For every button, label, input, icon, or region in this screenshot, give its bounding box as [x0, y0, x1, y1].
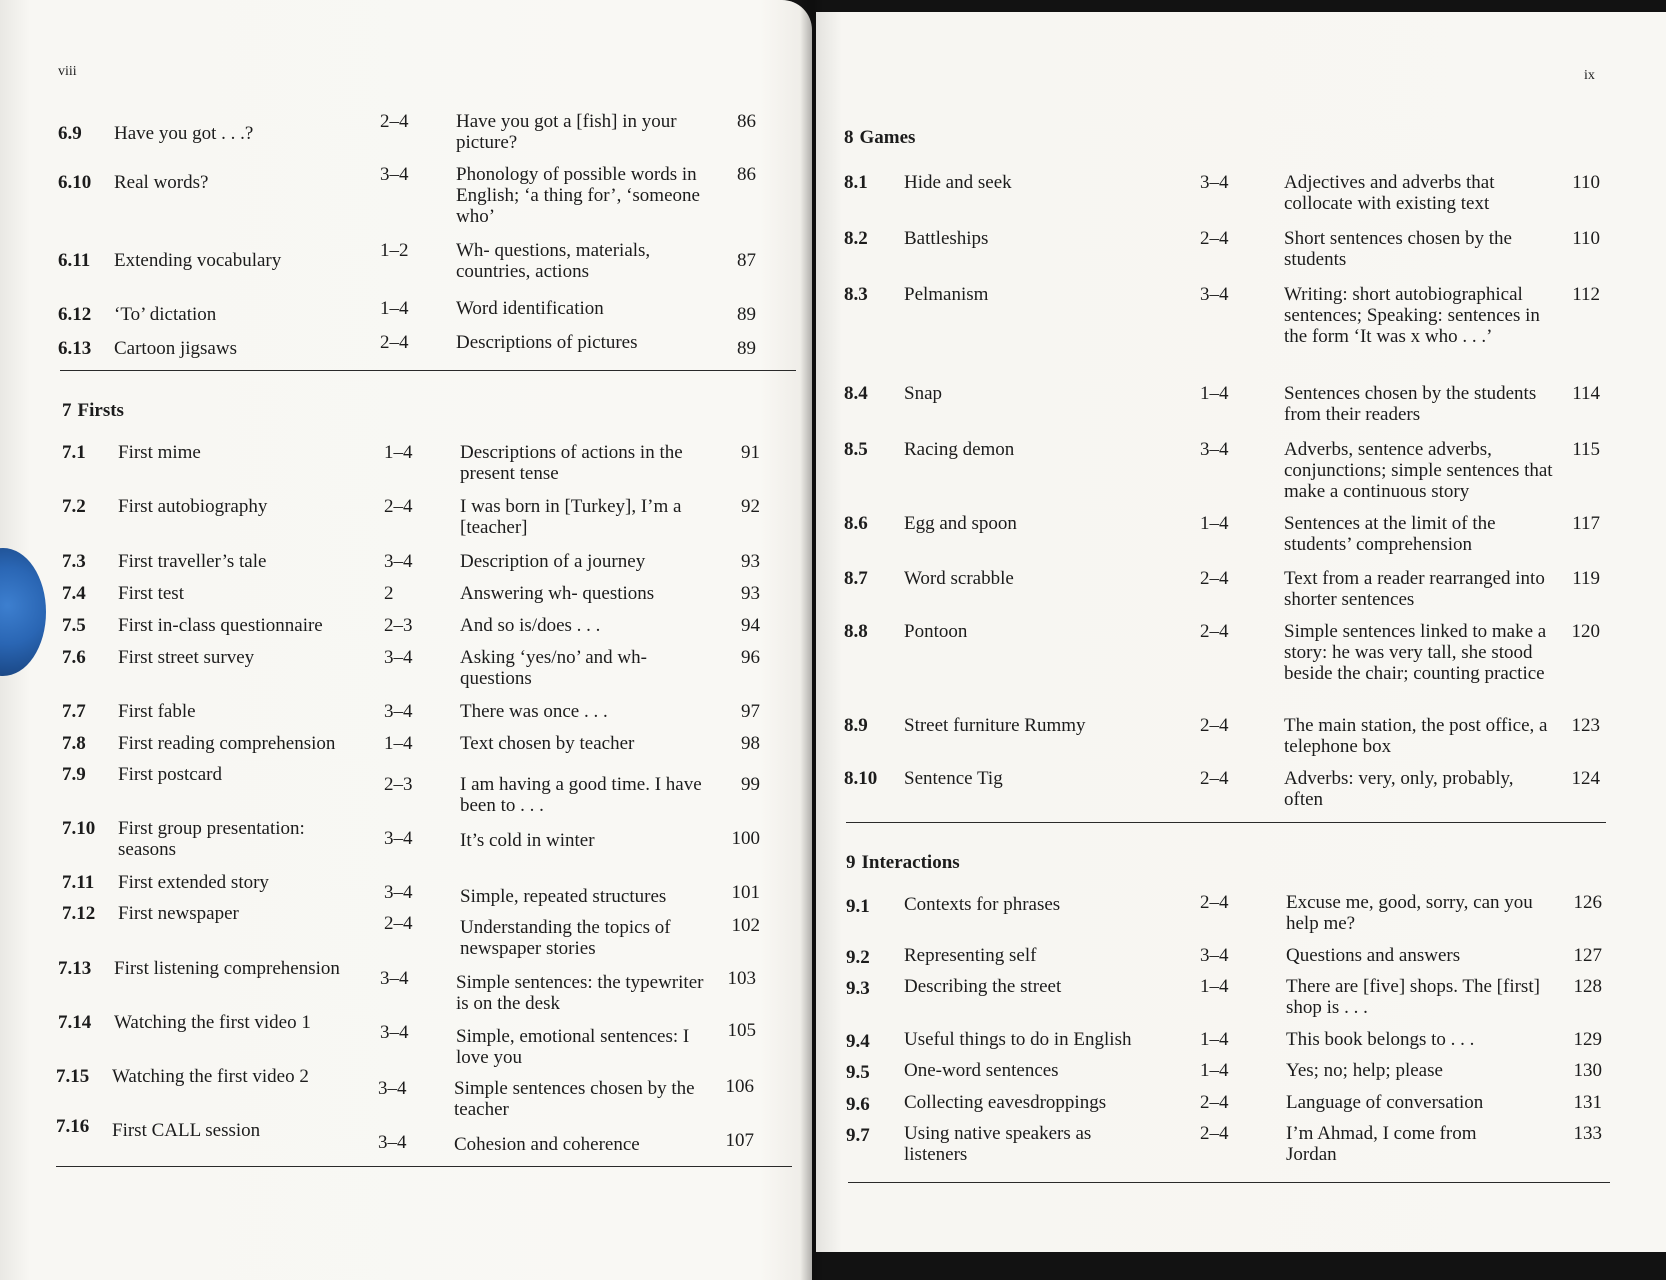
entry-title: Representing self — [904, 945, 1037, 966]
entry-number: 7.15 — [56, 1066, 90, 1087]
entry-page: 97 — [741, 701, 760, 722]
entry-number: 9.3 — [846, 978, 870, 999]
section-heading-games — [844, 127, 915, 149]
entry-page: 119 — [1572, 568, 1600, 589]
entry-description: Simple, emotional sentences: I love you — [456, 1026, 690, 1068]
entry-description: Understanding the topics of newspaper stories — [460, 917, 671, 959]
entry-levels: 1–4 — [384, 733, 413, 754]
section-divider — [60, 370, 796, 371]
entry-number: 9.2 — [846, 947, 870, 968]
page-number-left: viii — [58, 64, 77, 79]
entry-levels: 2–4 — [1200, 768, 1229, 789]
entry-levels: 2–4 — [1200, 568, 1229, 589]
entry-number: 8.9 — [844, 715, 868, 736]
entry-description: Simple sentences: the typewriter is on the desk — [456, 972, 704, 1014]
entry-page: 126 — [1573, 892, 1602, 913]
entry-title: Egg and spoon — [904, 513, 1017, 534]
entry-title: First CALL session — [112, 1120, 261, 1141]
entry-description: Short sentences chosen by the students — [1284, 228, 1512, 270]
entry-levels: 1–4 — [1200, 383, 1229, 404]
entry-page: 93 — [741, 583, 760, 604]
entry-number: 7.3 — [62, 551, 86, 572]
entry-number: 6.13 — [58, 338, 92, 359]
entry-levels: 2–4 — [1200, 621, 1229, 642]
entry-number: 7.4 — [62, 583, 86, 604]
entry-title: First extended story — [118, 872, 269, 893]
entry-levels: 1–4 — [1200, 1060, 1229, 1081]
entry-levels: 3–4 — [1200, 172, 1229, 193]
section-title: Interactions — [861, 852, 960, 873]
section-heading-interactions — [846, 852, 960, 874]
entry-page: 106 — [725, 1076, 754, 1097]
entry-levels: 3–4 — [378, 1078, 407, 1099]
right-page — [816, 12, 1666, 1252]
entry-page: 87 — [737, 250, 756, 271]
section-title: Games — [859, 127, 916, 148]
entry-levels: 3–4 — [384, 701, 413, 722]
entry-title: Snap — [904, 383, 942, 404]
entry-description: Descriptions of pictures — [456, 332, 638, 353]
entry-number: 8.4 — [844, 383, 868, 404]
entry-levels: 2–4 — [380, 111, 409, 132]
entry-description: This book belongs to . . . — [1286, 1029, 1475, 1050]
entry-number: 8.6 — [844, 513, 868, 534]
entry-description: Adverbs, sentence adverbs, conjunctions; simple sentences that make a continuous story — [1284, 439, 1553, 502]
entry-description: Sentences at the limit of the students’ comprehension — [1284, 513, 1496, 555]
entry-page: 131 — [1573, 1092, 1602, 1113]
entry-levels: 1–2 — [380, 240, 409, 261]
entry-page: 114 — [1572, 383, 1600, 404]
entry-levels: 2–4 — [1200, 892, 1229, 913]
entry-title: First newspaper — [118, 903, 239, 924]
entry-page: 128 — [1573, 976, 1602, 997]
entry-page: 112 — [1572, 284, 1600, 305]
entry-description: Adjectives and adverbs that collocate with existing text — [1284, 172, 1495, 214]
entry-description: Asking ‘yes/no’ and wh- questions — [460, 647, 647, 689]
entry-number: 7.12 — [62, 903, 96, 924]
entry-description: Simple, repeated structures — [460, 886, 667, 907]
entry-title: Battleships — [904, 228, 989, 249]
section-divider — [846, 822, 1606, 823]
entry-levels: 2–4 — [1200, 715, 1229, 736]
entry-number: 9.1 — [846, 896, 870, 917]
entry-number: 7.1 — [62, 442, 86, 463]
entry-description: Have you got a [fish] in your picture? — [456, 111, 677, 153]
entry-title: Real words? — [114, 172, 209, 193]
entry-description: There are [five] shops. The [first] shop is . . . — [1286, 976, 1540, 1018]
entry-page: 89 — [737, 338, 756, 359]
entry-number: 7.11 — [62, 872, 95, 893]
entry-title: Pelmanism — [904, 284, 989, 305]
entry-description: Word identification — [456, 298, 604, 319]
entry-number: 6.11 — [58, 250, 91, 271]
entry-title: Collecting eavesdroppings — [904, 1092, 1107, 1113]
entry-page: 115 — [1572, 439, 1600, 460]
entry-levels: 1–4 — [380, 298, 409, 319]
entry-title: Watching the first video 1 — [114, 1012, 311, 1033]
entry-levels: 1–4 — [1200, 1029, 1229, 1050]
section-divider — [56, 1166, 792, 1167]
entry-description: Sentences chosen by the students from their readers — [1284, 383, 1537, 425]
entry-page: 120 — [1571, 621, 1600, 642]
entry-title: First in-class questionnaire — [118, 615, 323, 636]
entry-levels: 2–4 — [1200, 228, 1229, 249]
entry-page: 94 — [741, 615, 760, 636]
entry-title: Word scrabble — [904, 568, 1014, 589]
entry-page: 92 — [741, 496, 760, 517]
entry-page: 133 — [1573, 1123, 1602, 1144]
entry-title: Racing demon — [904, 439, 1015, 460]
entry-description: Text chosen by teacher — [460, 733, 635, 754]
entry-description: Yes; no; help; please — [1286, 1060, 1443, 1081]
entry-description: Text from a reader rearranged into shorter sentences — [1284, 568, 1545, 610]
entry-number: 9.7 — [846, 1125, 870, 1146]
entry-levels: 3–4 — [380, 164, 409, 185]
entry-description: Phonology of possible words in English; ‘a thing for’, ‘someone who’ — [456, 164, 700, 227]
entry-page: 110 — [1572, 172, 1600, 193]
entry-levels: 1–4 — [1200, 513, 1229, 534]
entry-levels: 2–3 — [384, 774, 413, 795]
section-number: 8 — [844, 127, 854, 148]
entry-number: 9.6 — [846, 1094, 870, 1115]
entry-description: Simple sentences linked to make a story: he was very tall, she stood beside the chair; counting practice — [1284, 621, 1547, 684]
blue-fabric-object — [0, 548, 46, 676]
section-title: Firsts — [77, 400, 124, 421]
entry-page: 107 — [725, 1130, 754, 1151]
entry-number: 7.7 — [62, 701, 86, 722]
entry-levels: 3–4 — [378, 1132, 407, 1153]
entry-number: 8.2 — [844, 228, 868, 249]
entry-levels: 3–4 — [384, 551, 413, 572]
entry-title: Watching the first video 2 — [112, 1066, 309, 1087]
entry-description: Excuse me, good, sorry, can you help me? — [1286, 892, 1533, 934]
entry-number: 8.1 — [844, 172, 868, 193]
entry-title: First postcard — [118, 764, 222, 785]
entry-levels: 3–4 — [1200, 284, 1229, 305]
entry-number: 8.8 — [844, 621, 868, 642]
entry-page: 93 — [741, 551, 760, 572]
entry-number: 7.6 — [62, 647, 86, 668]
entry-page: 130 — [1573, 1060, 1602, 1081]
entry-number: 8.3 — [844, 284, 868, 305]
entry-description: I was born in [Turkey], I’m a [teacher] — [460, 496, 682, 538]
left-page — [0, 0, 812, 1280]
entry-description: Cohesion and coherence — [454, 1134, 640, 1155]
entry-title: Street furniture Rummy — [904, 715, 1086, 736]
entry-page: 89 — [737, 304, 756, 325]
entry-title: First autobiography — [118, 496, 268, 517]
entry-page: 123 — [1571, 715, 1600, 736]
entry-page: 124 — [1571, 768, 1600, 789]
entry-title: First traveller’s tale — [118, 551, 267, 572]
entry-title: One-word sentences — [904, 1060, 1059, 1081]
section-number: 7 — [62, 400, 72, 421]
entry-title: Cartoon jigsaws — [114, 338, 237, 359]
entry-title: First listening comprehension — [114, 958, 340, 979]
entry-description: Descriptions of actions in the present tense — [460, 442, 683, 484]
entry-page: 91 — [741, 442, 760, 463]
entry-levels: 3–4 — [384, 647, 413, 668]
entry-page: 127 — [1573, 945, 1602, 966]
entry-description: Language of conversation — [1286, 1092, 1484, 1113]
entry-page: 101 — [731, 882, 760, 903]
entry-levels: 1–4 — [1200, 976, 1229, 997]
entry-description: And so is/does . . . — [460, 615, 601, 636]
entry-title: Pontoon — [904, 621, 968, 642]
entry-number: 8.5 — [844, 439, 868, 460]
entry-number: 6.9 — [58, 123, 82, 144]
section-number: 9 — [846, 852, 856, 873]
entry-number: 6.12 — [58, 304, 92, 325]
entry-title: Hide and seek — [904, 172, 1012, 193]
entry-levels: 2–4 — [1200, 1123, 1229, 1144]
entry-page: 86 — [737, 111, 756, 132]
entry-levels: 1–4 — [384, 442, 413, 463]
entry-page: 99 — [741, 774, 760, 795]
entry-title: Contexts for phrases — [904, 894, 1061, 915]
entry-number: 7.9 — [62, 764, 86, 785]
entry-page: 103 — [727, 968, 756, 989]
entry-levels: 2–4 — [380, 332, 409, 353]
entry-number: 7.5 — [62, 615, 86, 636]
entry-description: Writing: short autobiographical sentences; Speaking: sentences in the form ‘It was x who . . .’ — [1284, 284, 1540, 347]
entry-description: Questions and answers — [1286, 945, 1461, 966]
entry-title: First reading comprehension — [118, 733, 336, 754]
entry-title: Useful things to do in English — [904, 1029, 1132, 1050]
entry-number: 7.8 — [62, 733, 86, 754]
entry-page: 86 — [737, 164, 756, 185]
entry-title: ‘To’ dictation — [114, 304, 217, 325]
entry-page: 102 — [731, 915, 760, 936]
entry-levels: 2–4 — [384, 496, 413, 517]
entry-number: 7.13 — [58, 958, 92, 979]
entry-page: 129 — [1573, 1029, 1602, 1050]
entry-number: 8.10 — [844, 768, 878, 789]
entry-title: Extending vocabulary — [114, 250, 282, 271]
entry-levels: 3–4 — [380, 1022, 409, 1043]
entry-page: 117 — [1572, 513, 1600, 534]
entry-description: Adverbs: very, only, probably, often — [1284, 768, 1514, 810]
entry-description: Wh- questions, materials, countries, actions — [456, 240, 651, 282]
entry-title: First fable — [118, 701, 196, 722]
entry-number: 7.2 — [62, 496, 86, 517]
entry-description: It’s cold in winter — [460, 830, 595, 851]
entry-number: 7.14 — [58, 1012, 92, 1033]
entry-title: First street survey — [118, 647, 255, 668]
entry-title: First group presentation: seasons — [118, 818, 305, 860]
entry-page: 100 — [731, 828, 760, 849]
entry-page: 96 — [741, 647, 760, 668]
entry-title: Describing the street — [904, 976, 1062, 997]
entry-levels: 3–4 — [384, 828, 413, 849]
entry-description: Simple sentences chosen by the teacher — [454, 1078, 695, 1120]
section-divider — [848, 1182, 1610, 1183]
entry-description: I’m Ahmad, I come from Jordan — [1286, 1123, 1477, 1165]
entry-page: 105 — [727, 1020, 756, 1041]
entry-title: Sentence Tig — [904, 768, 1003, 789]
page-number-right: ix — [1584, 68, 1595, 83]
entry-title: Using native speakers as listeners — [904, 1123, 1092, 1165]
entry-levels: 2 — [384, 583, 394, 604]
entry-description: The main station, the post office, a telephone box — [1284, 715, 1548, 757]
section-heading-firsts — [62, 400, 124, 422]
entry-number: 7.16 — [56, 1116, 90, 1137]
entry-number: 9.4 — [846, 1031, 870, 1052]
entry-page: 110 — [1572, 228, 1600, 249]
entry-description: Answering wh- questions — [460, 583, 655, 604]
entry-description: There was once . . . — [460, 701, 608, 722]
entry-title: Have you got . . .? — [114, 123, 254, 144]
entry-description: Description of a journey — [460, 551, 646, 572]
entry-levels: 3–4 — [1200, 945, 1229, 966]
entry-levels: 3–4 — [380, 968, 409, 989]
entry-title: First test — [118, 583, 184, 604]
entry-description: I am having a good time. I have been to . . . — [460, 774, 702, 816]
entry-levels: 3–4 — [384, 882, 413, 903]
entry-number: 6.10 — [58, 172, 92, 193]
entry-levels: 3–4 — [1200, 439, 1229, 460]
entry-title: First mime — [118, 442, 201, 463]
entry-page: 98 — [741, 733, 760, 754]
entry-number: 8.7 — [844, 568, 868, 589]
entry-levels: 2–4 — [384, 913, 413, 934]
entry-number: 7.10 — [62, 818, 96, 839]
entry-levels: 2–4 — [1200, 1092, 1229, 1113]
entry-number: 9.5 — [846, 1062, 870, 1083]
entry-levels: 2–3 — [384, 615, 413, 636]
